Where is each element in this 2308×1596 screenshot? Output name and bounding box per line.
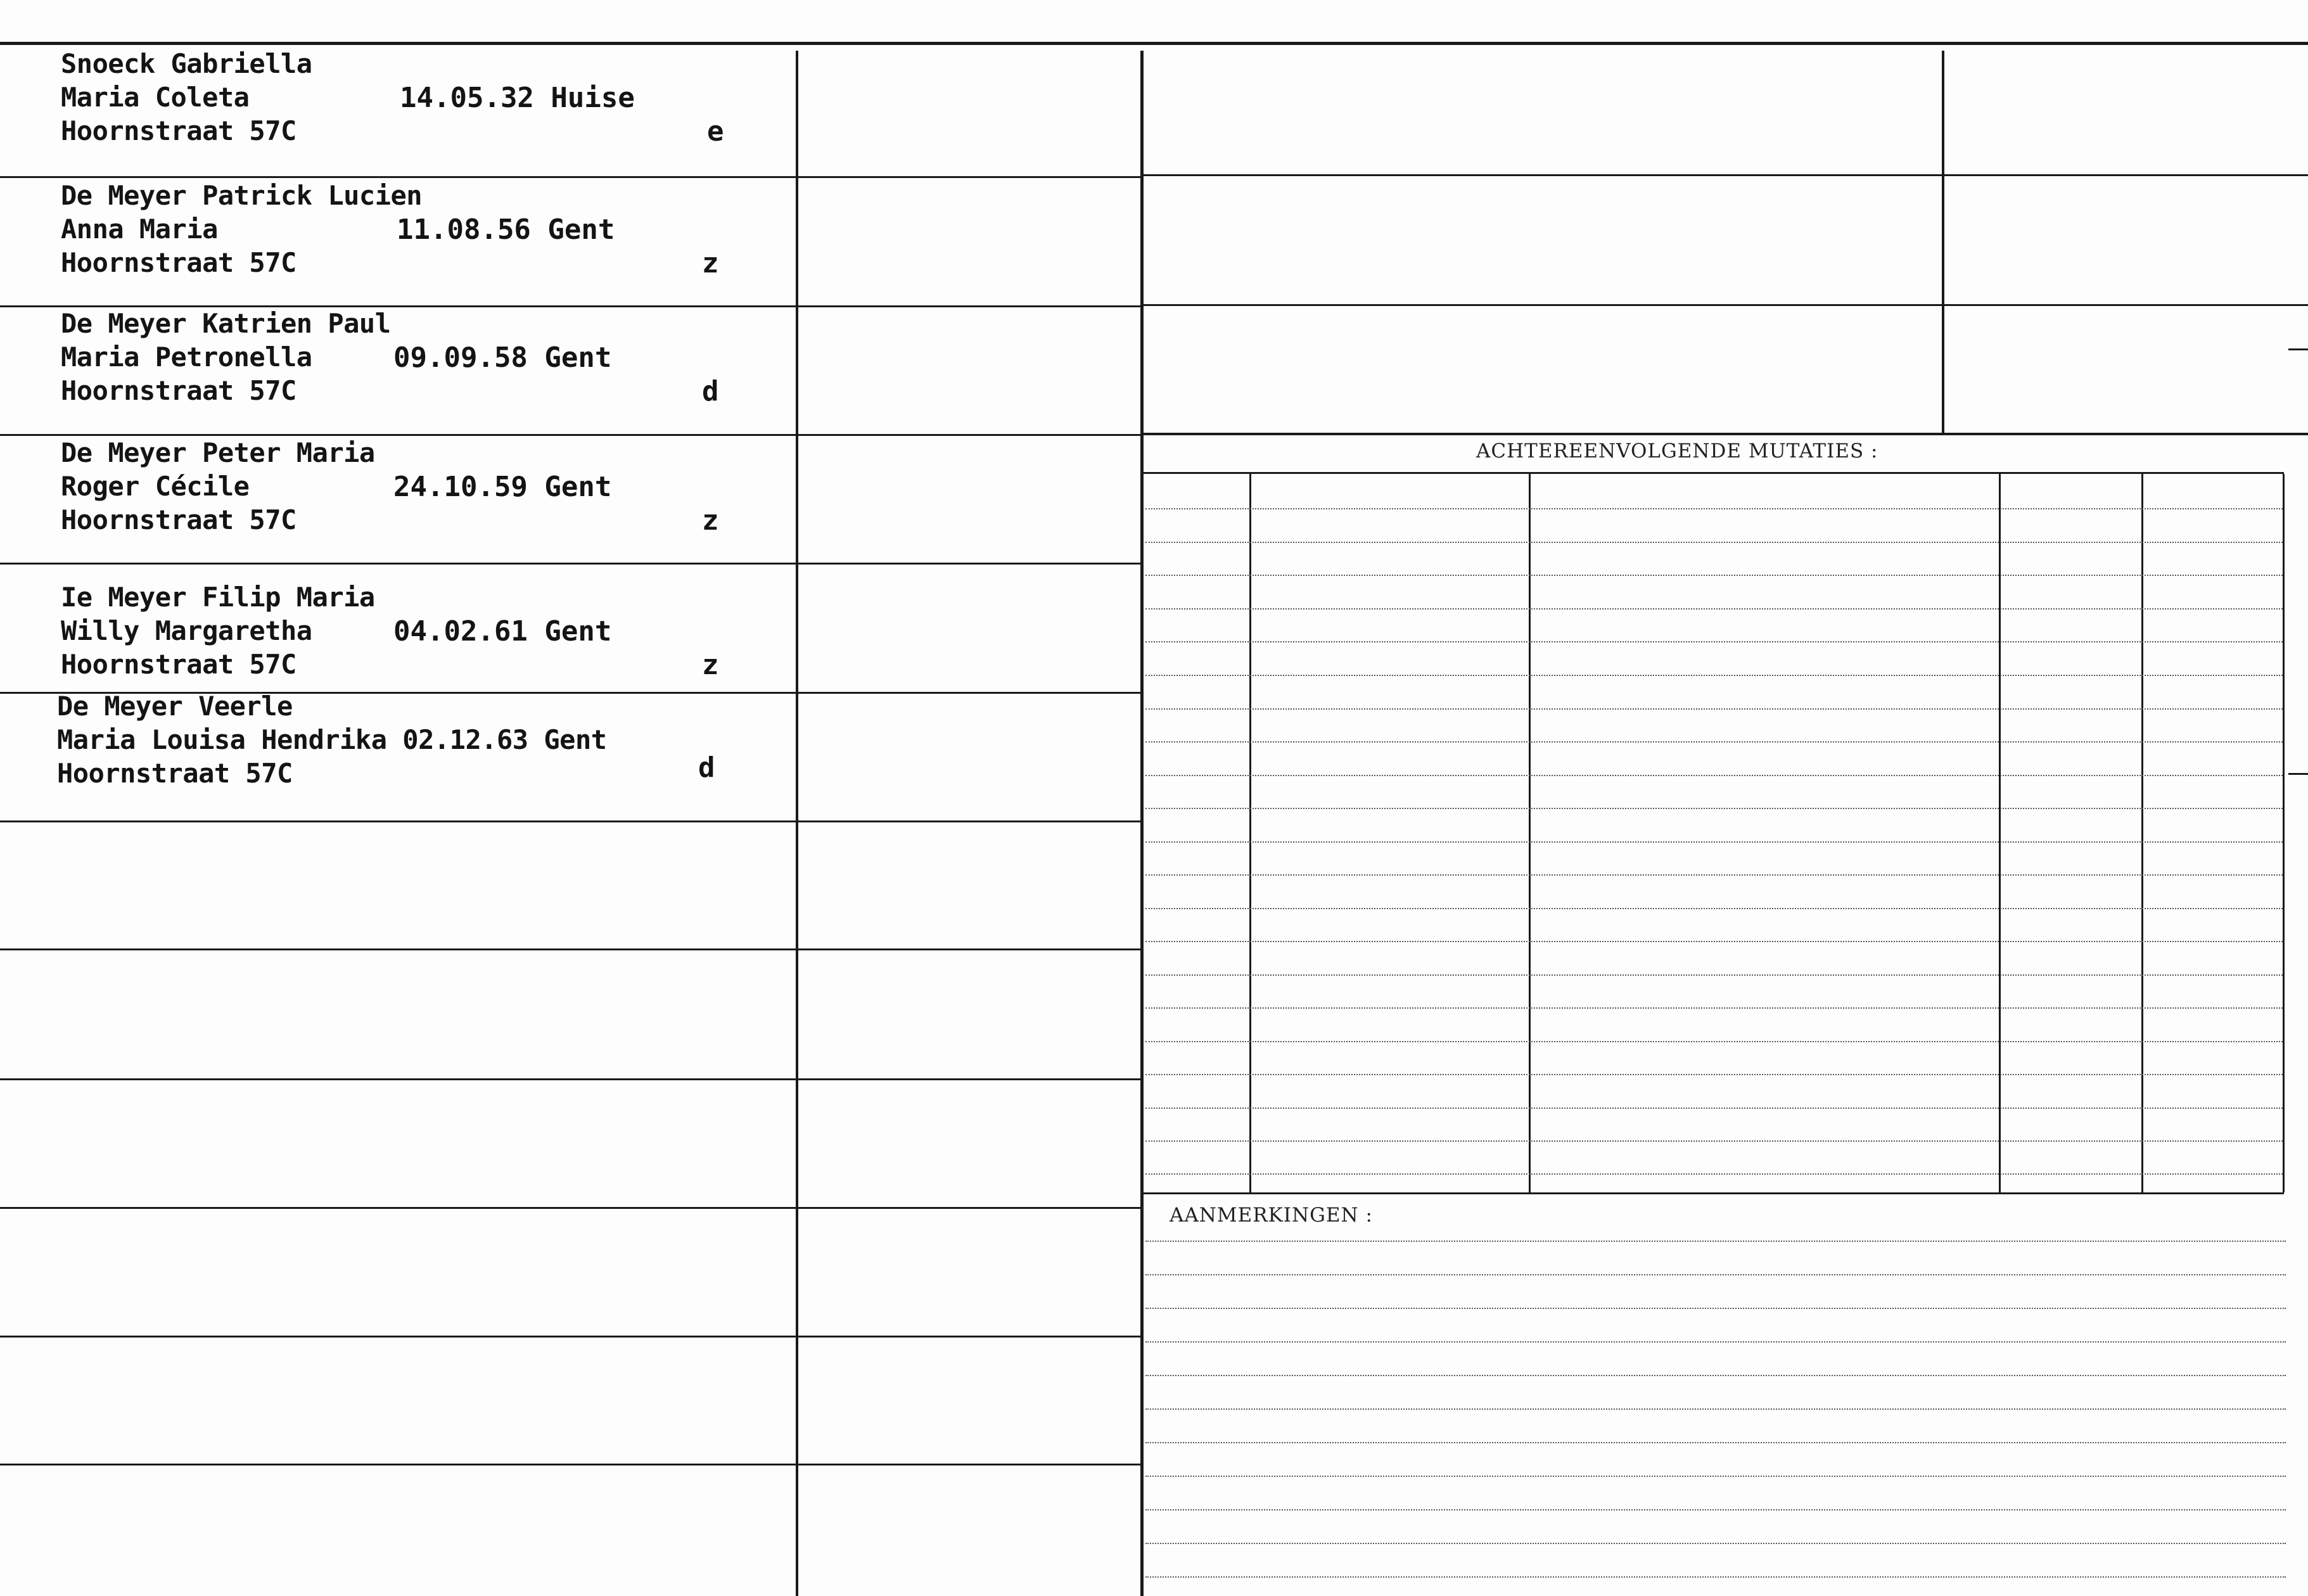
entry-name-line1: De Meyer Peter Maria [61,437,375,468]
entry-address: Hoornstraat 57C [61,115,296,146]
entry-name-line1: De Meyer Veerle [57,691,293,722]
remarks-dotted-line [1145,1476,2286,1477]
entry-birth-date-place: 04.02.61 Gent [393,615,612,648]
row-separator-left [0,948,796,950]
remarks-dotted-line [1145,1241,2286,1242]
entry-name-line1: De Meyer Katrien Paul [61,308,391,339]
mutations-dotted-line [1145,1140,2283,1142]
divider-center-column [1140,51,1144,1596]
remarks-dotted-line [1145,1442,2286,1443]
remarks-dotted-line [1145,1543,2286,1544]
row-separator-middle [798,948,1140,950]
entry-birth-date-place: 24.10.59 Gent [393,471,612,503]
entry-status-code: z [702,504,719,537]
mutations-col-divider [1999,474,2001,1192]
entry-status-code: z [702,649,719,681]
mutations-col-divider [2141,474,2143,1192]
row-separator-left [0,1336,796,1337]
row-separator-middle [798,1207,1140,1209]
mutations-dotted-line [1145,841,2283,843]
mutations-dotted-line [1145,508,2283,509]
row-separator-left [0,563,796,565]
entry-address: Hoornstraat 57C [61,504,296,535]
mutations-dotted-line [1145,1108,2283,1109]
divider-right-column [1942,51,1944,435]
mutations-table-bottom [1144,1192,2284,1194]
entry-address: Hoornstraat 57C [61,375,296,406]
mutations-dotted-line [1145,542,2283,543]
entry-status-code: d [702,375,719,407]
remarks-dotted-line [1145,1509,2286,1510]
row-separator-middle [798,1078,1140,1080]
row-separator-left [0,176,796,178]
row-separator-left [0,820,796,822]
mutations-dotted-line [1145,1074,2283,1075]
entry-name-line1: Snoeck Gabriella [61,48,312,79]
top-border [0,42,2308,45]
entry-name-line2: Anna Maria [61,214,218,245]
mutations-dotted-line [1145,941,2283,942]
entry-birth-date-place: 09.09.58 Gent [393,342,612,374]
row-separator-left [0,305,796,307]
mutations-col-divider [2283,474,2285,1192]
mutations-dotted-line [1145,741,2283,743]
mutations-dotted-line [1145,575,2283,576]
remarks-dotted-line [1145,1308,2286,1309]
mutations-dotted-line [1145,641,2283,642]
mutations-col-divider [1529,474,1531,1192]
mutations-dotted-line [1145,874,2283,876]
mutations-col-divider [1249,474,1251,1192]
remarks-dotted-line [1145,1576,2286,1578]
entry-name-line1: Ie Meyer Filip Maria [61,582,375,613]
divider-name-column [796,51,798,1596]
row-separator-right [1144,174,2308,176]
entry-status-code: d [698,751,715,784]
mutations-dotted-line [1145,908,2283,909]
entry-name-line2: Willy Margaretha [61,615,312,646]
remarks-dotted-line [1145,1375,2286,1376]
mutations-dotted-line [1145,608,2283,610]
mutations-dotted-line [1145,974,2283,976]
mutations-table-top [1144,472,2284,474]
entry-address: Hoornstraat 57C [57,758,293,789]
mutations-heading: ACHTEREENVOLGENDE MUTATIES : [1476,440,1878,463]
row-separator-right [1144,304,2308,306]
margin-mark [2288,773,2308,775]
mutations-dotted-line [1145,1007,2283,1009]
row-separator-middle [798,1464,1140,1465]
mutations-dotted-line [1145,708,2283,710]
row-separator-middle [798,1336,1140,1337]
entry-name-line2: Maria Petronella [61,342,312,373]
remarks-heading: AANMERKINGEN : [1170,1204,1373,1227]
row-separator-left [0,1207,796,1209]
remarks-dotted-line [1145,1408,2286,1410]
entry-name-line1: De Meyer Patrick Lucien [61,180,423,211]
mutations-dotted-line [1145,675,2283,676]
mutations-dotted-line [1145,1173,2283,1175]
row-separator-right [1144,433,2308,435]
row-separator-middle [798,176,1140,178]
entry-name-line2: Roger Cécile [61,471,250,502]
row-separator-middle [798,820,1140,822]
mutations-dotted-line [1145,775,2283,776]
row-separator-left [0,434,796,436]
entry-status-code: z [702,247,719,279]
row-separator-middle [798,692,1140,694]
margin-mark [2288,348,2308,350]
row-separator-middle [798,563,1140,565]
entry-birth-date-place: 11.08.56 Gent [397,214,615,246]
row-separator-left [0,1078,796,1080]
row-separator-middle [798,434,1140,436]
entry-address: Hoornstraat 57C [61,247,296,278]
entry-name-line2: Maria Coleta [61,82,250,113]
entry-name-line2: Maria Louisa Hendrika 02.12.63 Gent [57,724,607,755]
entry-status-code: e [707,115,724,148]
remarks-dotted-line [1145,1274,2286,1275]
mutations-dotted-line [1145,808,2283,809]
remarks-dotted-line [1145,1341,2286,1343]
row-separator-middle [798,305,1140,307]
row-separator-left [0,1464,796,1465]
entry-birth-date-place: 14.05.32 Huise [400,82,635,114]
mutations-dotted-line [1145,1041,2283,1042]
entry-address: Hoornstraat 57C [61,649,296,680]
